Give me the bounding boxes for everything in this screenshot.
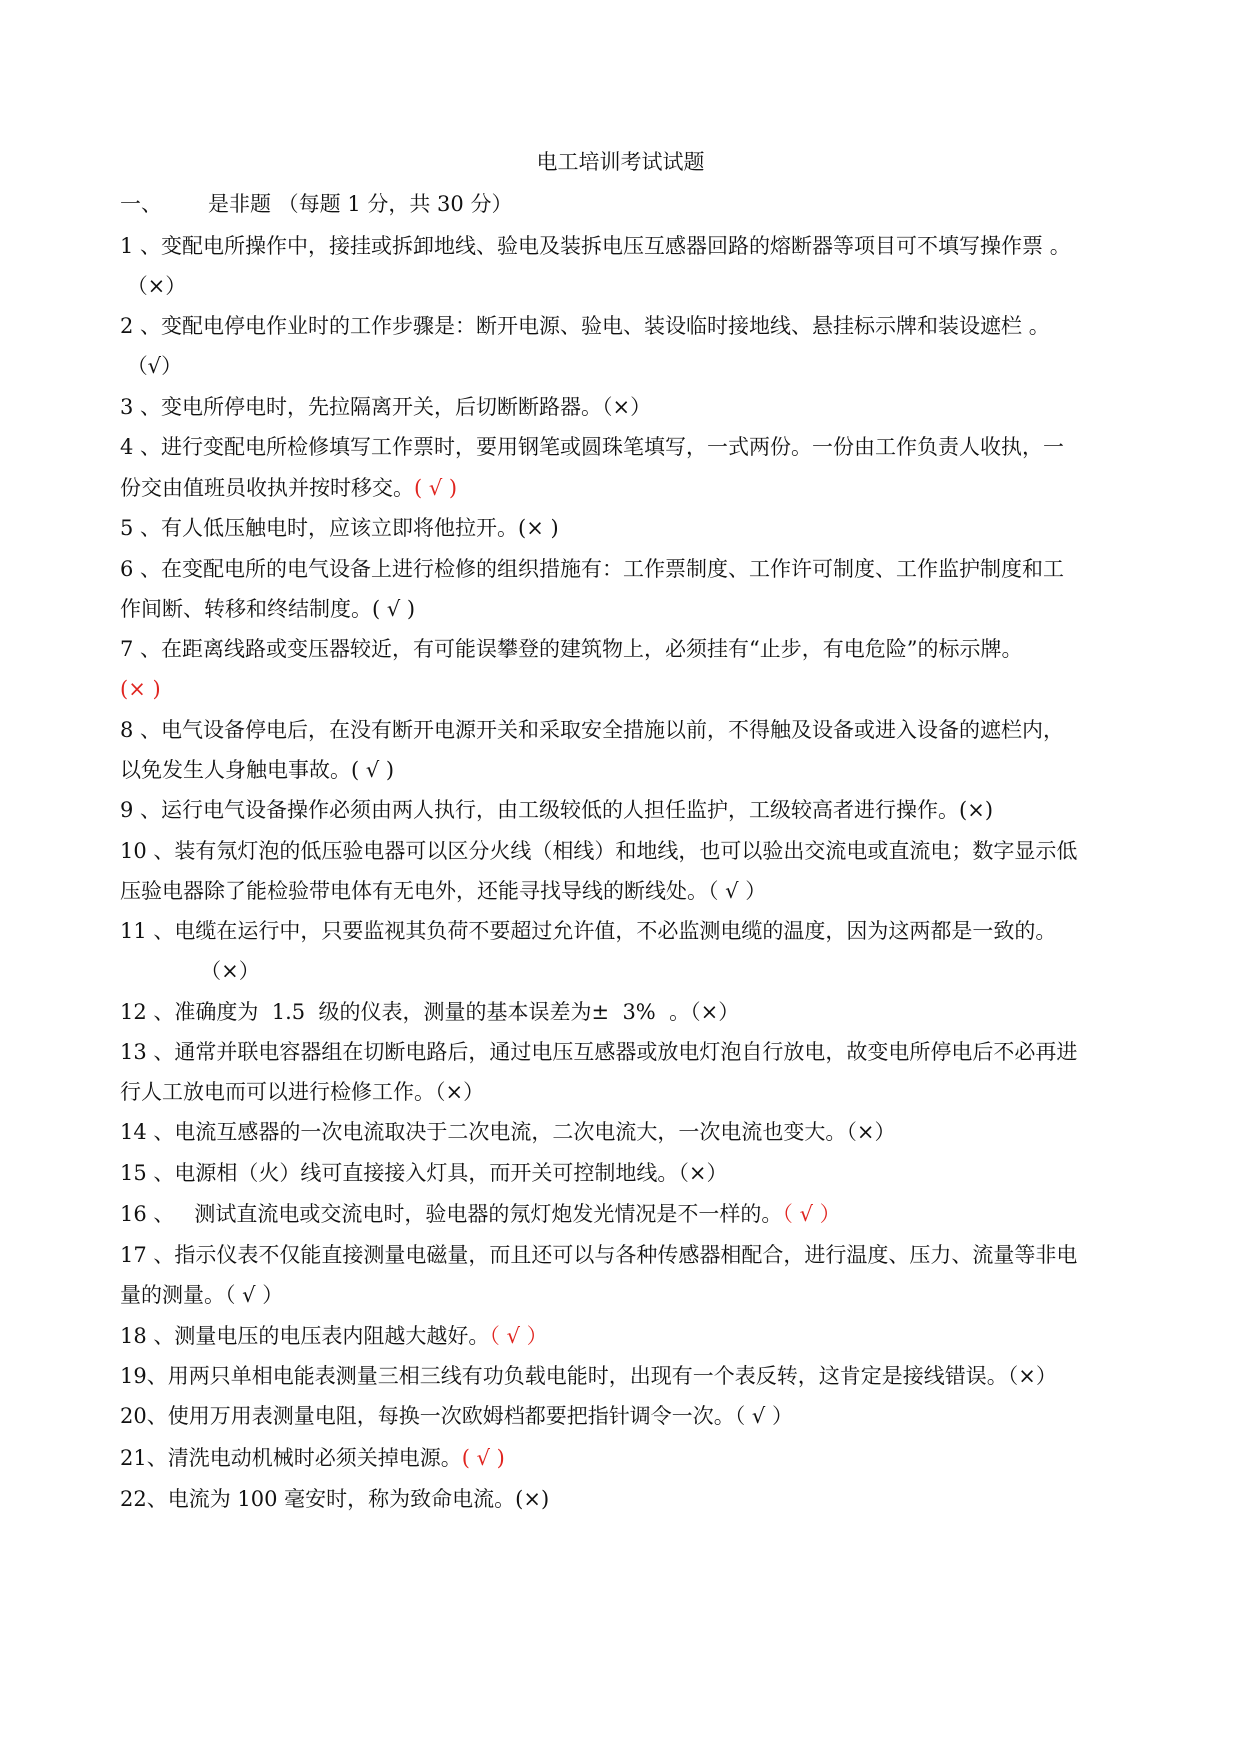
question-line — [120, 756, 1130, 784]
answer-mark: （ √ ） — [782, 1202, 841, 1226]
question-line — [120, 555, 1130, 583]
question-text: 4 、进行变配电所检修填写工作票时，要用钢笔或圆珠笔填写，一式两份。一份由工作负责人收执，一 — [120, 435, 1065, 459]
answer-mark: (× ) — [120, 677, 161, 701]
question-text: 量的测量。 — [120, 1283, 225, 1307]
question-line — [120, 716, 1130, 744]
question-text — [120, 959, 200, 983]
question-text: 压验电器除了能检验带电体有无电外，还能寻找导线的断线处。 — [120, 879, 708, 903]
question-line — [120, 1485, 1130, 1513]
question-text — [120, 354, 127, 378]
question-line — [120, 1402, 1130, 1430]
answer-mark: （ √ ） — [734, 1404, 793, 1428]
answer-mark: (×) — [515, 1487, 550, 1511]
question-line — [120, 474, 1130, 502]
answer-mark: ( √ ) — [414, 476, 458, 500]
question-text: 6 、在变配电所的电气设备上进行检修的组织措施有：工作票制度、工作许可制度、工作监护制度和工 — [120, 557, 1065, 581]
question-line — [120, 917, 1130, 945]
question-line — [120, 1159, 1130, 1187]
question-line — [120, 877, 1130, 905]
answer-mark: (× ) — [518, 516, 559, 540]
question-line — [120, 1241, 1130, 1269]
question-text: 行人工放电而可以进行检修工作。 — [120, 1080, 435, 1104]
question-text: 15 、电源相（火）线可直接接入灯具，而开关可控制地线。 — [120, 1161, 679, 1185]
answer-mark: （ √ ） — [489, 1324, 548, 1348]
section-heading-text: 是非题 （每题 1 分，共 30 分） — [208, 192, 513, 216]
question-line — [120, 1038, 1130, 1066]
answer-mark: （×） — [602, 395, 652, 419]
question-line — [120, 796, 1130, 824]
question-text — [120, 274, 127, 298]
answer-mark: （√） — [126, 354, 183, 378]
answer-mark: （×） — [846, 1120, 896, 1144]
question-line — [120, 1322, 1130, 1350]
question-line — [120, 837, 1130, 865]
question-line — [120, 1200, 1130, 1228]
answer-mark: （×） — [1007, 1364, 1057, 1388]
answer-mark: （×） — [690, 1000, 740, 1024]
question-line — [120, 998, 1130, 1026]
question-text: 份交由值班员收执并按时移交。 — [120, 476, 414, 500]
question-text: 11 、电缆在运行中，只要监视其负荷不要超过允许值，不必监测电缆的温度，因为这两都是一致的。 — [120, 919, 1057, 943]
question-text: 10 、装有氖灯泡的低压验电器可以区分火线（相线）和地线，也可以验出交流电或直流电；数字显示低 — [120, 839, 1078, 863]
question-text: 12 、准确度为 1.5 级的仪表，测量的基本误差为± 3% 。 — [120, 1000, 691, 1024]
question-text: 17 、指示仪表不仅能直接测量电磁量，而且还可以与各种传感器相配合，进行温度、压力、流量等非电 — [120, 1243, 1078, 1267]
question-text: 16 、 测试直流电或交流电时，验电器的氖灯炮发光情况是不一样的。 — [120, 1202, 783, 1226]
question-text: 18 、测量电压的电压表内阻越大越好。 — [120, 1324, 490, 1348]
answer-mark: (×) — [959, 798, 994, 822]
page-title: 电工培训考试试题 — [536, 150, 705, 174]
answer-mark: （ √ ） — [708, 879, 767, 903]
question-line — [120, 232, 1130, 260]
question-text: 7 、在距离线路或变压器较近，有可能误攀登的建筑物上，必须挂有“止步，有电危险”的标示牌。 — [120, 637, 1023, 661]
section-number: 一、 — [120, 192, 162, 216]
section-heading — [120, 190, 512, 218]
question-text: 21、清洗电动机械时必须关掉电源。 — [120, 1446, 462, 1470]
question-line — [120, 1118, 1130, 1146]
question-text: 19、用两只单相电能表测量三相三线有功负载电能时，出现有一个表反转，这肯定是接线错误。 — [120, 1364, 1008, 1388]
answer-mark: ( √ ) — [372, 597, 416, 621]
question-text: 作间断、转移和终结制度。 — [120, 597, 372, 621]
question-line — [120, 1078, 1130, 1106]
answer-mark: （×） — [678, 1161, 728, 1185]
question-line — [120, 1281, 1130, 1309]
answer-mark: （×） — [126, 274, 187, 298]
question-line — [120, 1444, 1130, 1472]
question-line — [120, 352, 1130, 380]
answer-mark: （ √ ） — [225, 1283, 284, 1307]
question-line — [120, 635, 1130, 663]
question-line — [120, 1362, 1130, 1390]
question-text: 2 、变配电停电作业时的工作步骤是：断开电源、验电、装设临时接地线、悬挂标示牌和装设遮栏 。 — [120, 314, 1050, 338]
question-text: 13 、通常并联电容器组在切断电路后，通过电压互感器或放电灯泡自行放电，故变电所停电后不必再进 — [120, 1040, 1078, 1064]
question-line — [120, 312, 1130, 340]
question-text: 8 、电气设备停电后，在没有断开电源开关和采取安全措施以前，不得触及设备或进入设备的遮栏内， — [120, 718, 1065, 742]
question-text: 5 、有人低压触电时，应该立即将他拉开。 — [120, 516, 519, 540]
question-line — [120, 675, 1130, 703]
question-line — [120, 272, 1130, 300]
question-text: 22、电流为 100 毫安时，称为致命电流。 — [120, 1487, 516, 1511]
question-line — [120, 957, 1130, 985]
question-line — [120, 595, 1130, 623]
answer-mark: ( √ ) — [461, 1446, 505, 1470]
answer-mark: ( √ ) — [351, 758, 395, 782]
answer-mark: （×） — [435, 1080, 485, 1104]
question-text: 3 、变电所停电时，先拉隔离开关，后切断断路器。 — [120, 395, 603, 419]
answer-mark: （×） — [200, 959, 260, 983]
question-line — [120, 514, 1130, 542]
question-text: 14 、电流互感器的一次电流取决于二次电流，二次电流大，一次电流也变大。 — [120, 1120, 847, 1144]
question-line — [120, 433, 1130, 461]
question-text: 1 、变配电所操作中，接挂或拆卸地线、验电及装拆电压互感器回路的熔断器等项目可不填写操作票 。 — [120, 234, 1071, 258]
question-text: 以免发生人身触电事故。 — [120, 758, 351, 782]
question-text: 20、使用万用表测量电阻，每换一次欧姆档都要把指针调令一次。 — [120, 1404, 735, 1428]
question-line — [120, 393, 1130, 421]
question-text: 9 、运行电气设备操作必须由两人执行，由工级较低的人担任监护，工级较高者进行操作。 — [120, 798, 960, 822]
